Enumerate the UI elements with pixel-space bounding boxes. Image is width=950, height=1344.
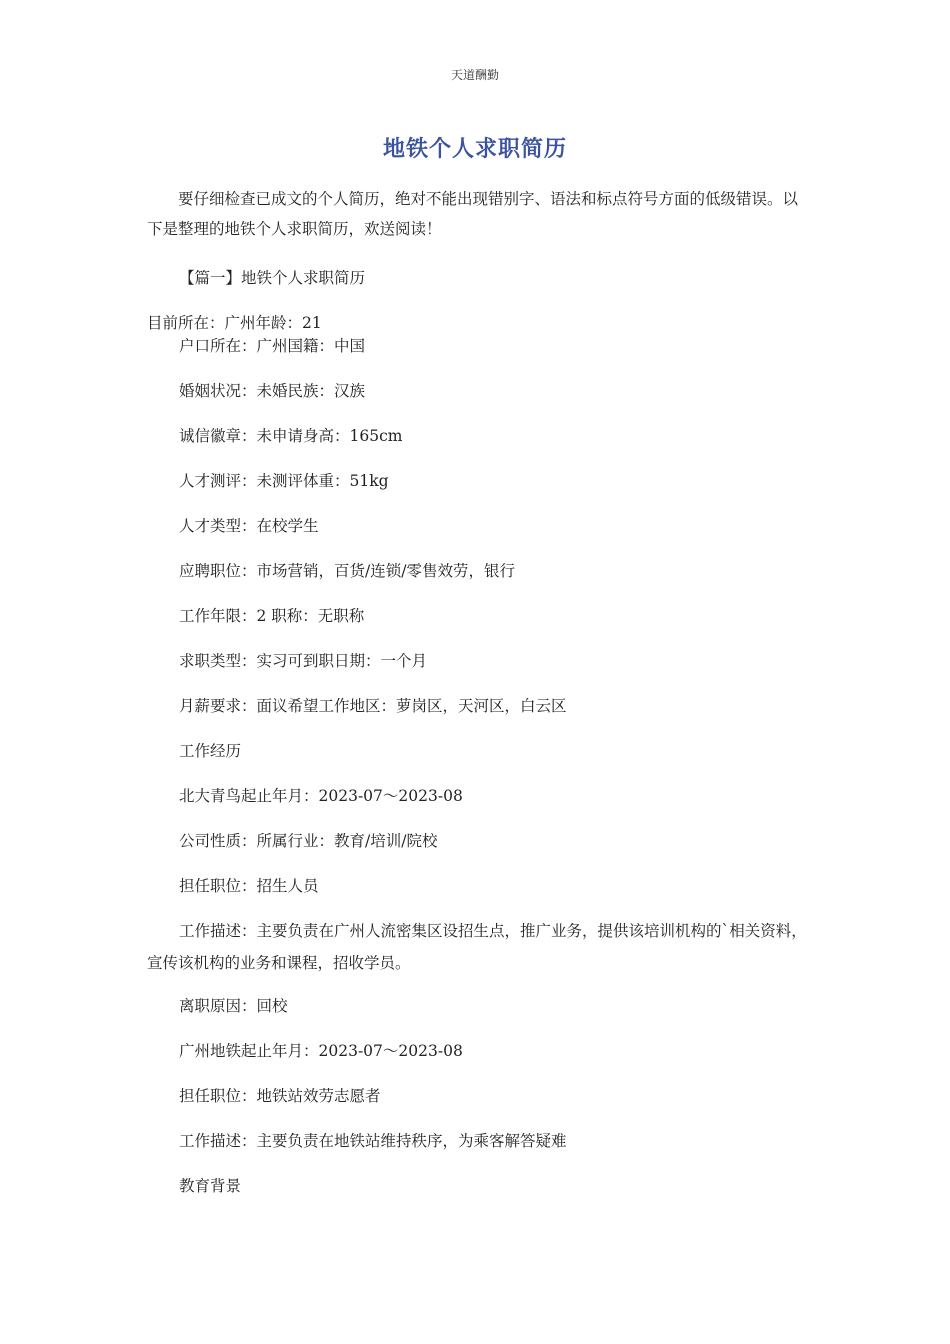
line-job1-nature: 公司性质：所属行业：教育/培训/院校 bbox=[179, 832, 438, 850]
section-heading: 【篇一】地铁个人求职简历 bbox=[179, 269, 366, 287]
line-talent-eval: 人才测评：未测评体重：51kg bbox=[179, 472, 389, 490]
work-history-heading: 工作经历 bbox=[179, 742, 242, 760]
line-work-years: 工作年限：2 职称：无职称 bbox=[179, 607, 365, 625]
line-credit: 诚信徽章：未申请身高：165cm bbox=[179, 427, 403, 445]
intro-paragraph: 要仔细检查已成文的个人简历，绝对不能出现错别字、语法和标点符号方面的低级错误。以下是整理的地铁个人求职简历，欢送阅读！ bbox=[147, 190, 799, 238]
line-talent-type: 人才类型：在校学生 bbox=[179, 517, 319, 535]
line-position: 应聘职位：市场营销，百货/连锁/零售效劳，银行 bbox=[179, 562, 515, 580]
line-salary: 月薪要求：面议希望工作地区：萝岗区，天河区，白云区 bbox=[179, 697, 567, 715]
page-header: 天道酬勤 bbox=[450, 68, 499, 82]
line-hukou: 户口所在：广州国籍：中国 bbox=[179, 337, 366, 355]
line-job2-role: 担任职位：地铁站效劳志愿者 bbox=[179, 1087, 381, 1105]
line-marital: 婚姻状况：未婚民族：汉族 bbox=[179, 382, 366, 400]
line-job-type: 求职类型：实习可到职日期：一个月 bbox=[179, 652, 428, 670]
education-heading: 教育背景 bbox=[179, 1177, 242, 1195]
line-job2-company: 广州地铁起止年月：2023-07～2023-08 bbox=[179, 1042, 463, 1060]
line-current-location: 目前所在：广州年龄：21 bbox=[147, 314, 322, 332]
line-job1-desc: 工作描述：主要负责在广州人流密集区设招生点，推广业务，提供该培训机构的`相关资料，宣传该机构的业务和课程，招收学员。 bbox=[147, 922, 807, 972]
line-job1-reason: 离职原因：回校 bbox=[179, 997, 288, 1015]
line-job1-role: 担任职位：招生人员 bbox=[179, 877, 319, 895]
line-job2-desc: 工作描述：主要负责在地铁站维持秩序，为乘客解答疑难 bbox=[179, 1132, 567, 1150]
line-job1-company: 北大青鸟起止年月：2023-07～2023-08 bbox=[179, 787, 463, 805]
document-title: 地铁个人求职简历 bbox=[382, 137, 567, 162]
